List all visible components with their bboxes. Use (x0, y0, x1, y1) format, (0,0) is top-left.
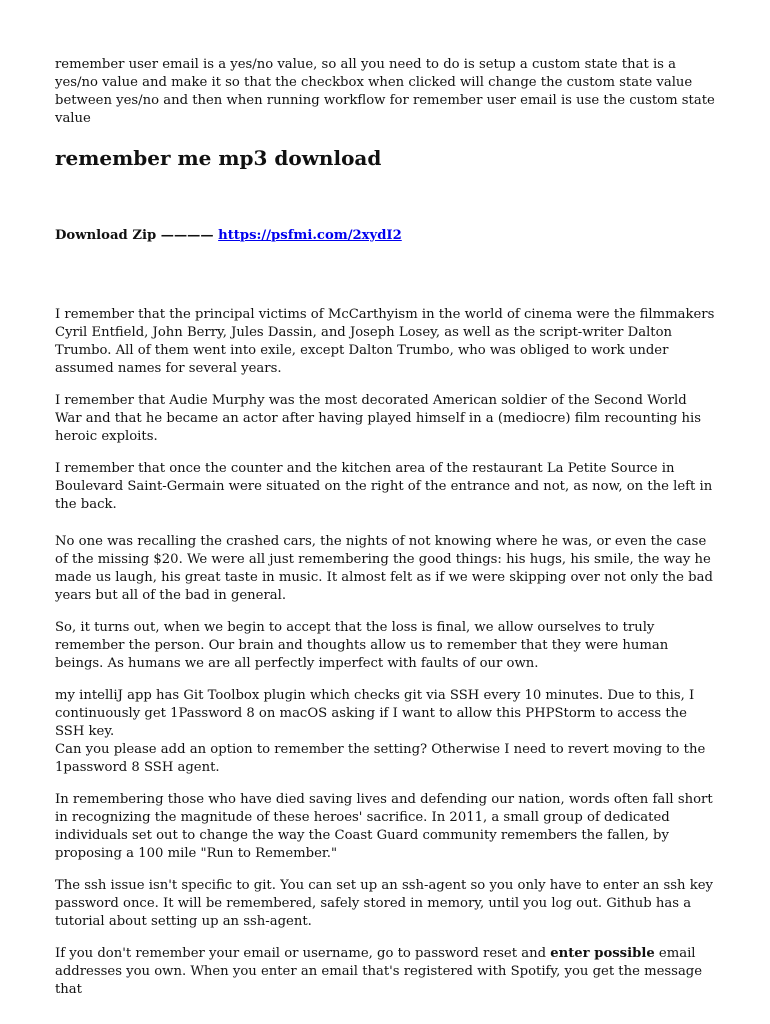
download-label: Download Zip ———— (55, 228, 219, 243)
paragraph-crashed-cars: No one was recalling the crashed cars, the nights of not knowing where he was, or even the case of the missing $20. We were all just remembering the good things: his hugs, his smile, the way he made us laugh, his great taste in music. It almost felt as if we were skipping over not only the bad years but all of the bad in general. (55, 534, 713, 603)
download-link[interactable]: https://psfmi.com/2xydI2 (218, 228, 402, 243)
paragraph-ssh-agent: The ssh issue isn't specific to git. You can set up an ssh-agent so you only have to enter an ssh key password once. It will be remembered, safely stored in memory, until you log out. Github has a tutorial about setting up an ssh-agent. (55, 878, 713, 929)
download-line (55, 227, 717, 245)
paragraph-audie-murphy: I remember that Audie Murphy was the most decorated American soldier of the Second World War and that he became an actor after having played himself in a (mediocre) film recounting his heroic exploits. (55, 393, 701, 444)
paragraph-intellij: my intelliJ app has Git Toolbox plugin which checks git via SSH every 10 minutes. Due to this, I continuously get 1Password 8 on macOS asking if I want to allow this PHPStorm to access the SSH key. (55, 688, 695, 739)
paragraph-password-reset (55, 945, 717, 999)
intro-paragraph: remember user email is a yes/no value, so all you need to do is setup a custom state that is a yes/no value and make it so that the checkbox when clicked will change the custom state value between yes/no and then when running workflow for remember user email is use the custom state value (55, 57, 715, 126)
paragraph-coast-guard: In remembering those who have died saving lives and defending our nation, words often fall short in recognizing the magnitude of these heroes' sacrifice. In 2011, a small group of dedicated individuals set out to change the way the Coast Guard community remembers the fallen, by proposing a 100 mile "Run to Remember." (55, 792, 713, 861)
paragraph-petite-source: I remember that once the counter and the kitchen area of the restaurant La Petite Source in Boulevard Saint-Germain were situated on the right of the entrance and not, as now, on the left in the back. (55, 461, 713, 512)
reset-text-after: email addresses you own. When you enter an email that's registered with Spotify, you get the message that (55, 946, 703, 997)
paragraph-remember-setting: Can you please add an option to remember the setting? Otherwise I need to revert moving to the 1password 8 SSH agent. (55, 742, 706, 775)
reset-text-before: If you don't remember your email or username, go to password reset and (55, 946, 551, 961)
paragraph-loss-final: So, it turns out, when we begin to accept that the loss is final, we allow ourselves to truly remember the person. Our brain and thoughts allow us to remember that they were human beings. As humans we are all perfectly imperfect with faults of our own. (55, 620, 669, 671)
page-title: remember me mp3 download (55, 146, 382, 170)
reset-text-bold: enter possible (550, 946, 655, 961)
document-page (55, 56, 717, 1013)
paragraph-mccarthyism: I remember that the principal victims of McCarthyism in the world of cinema were the filmmakers Cyril Entfield, John Berry, Jules Dassin, and Joseph Losey, as well as the script-writer Dalton Trumbo. All of them went into exile, except Dalton Trumbo, who was obliged to work under assumed names for several years. (55, 307, 715, 376)
